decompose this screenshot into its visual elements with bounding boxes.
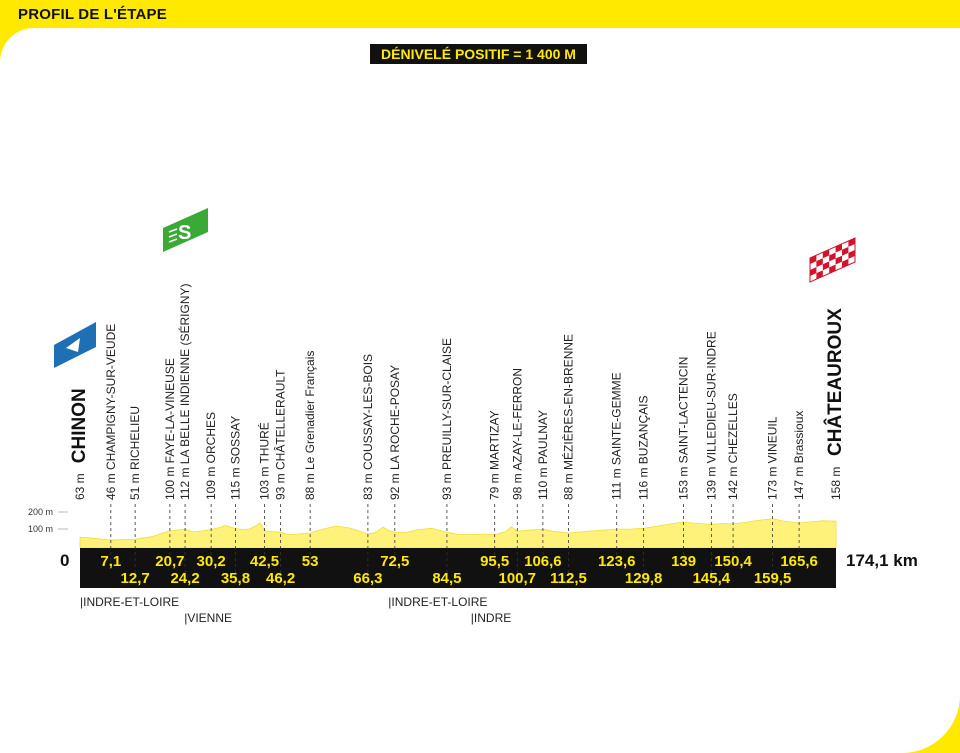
waypoint-label: 116 m BUZANÇAIS bbox=[636, 395, 651, 500]
waypoint-label: 79 m MARTIZAY bbox=[487, 410, 502, 500]
waypoint-label: 88 m MÉZIÈRES-EN-BRENNE bbox=[561, 333, 576, 500]
km-label: 24,2 bbox=[170, 570, 200, 587]
start-flag-icon bbox=[54, 322, 96, 368]
km-label: 100,7 bbox=[498, 570, 537, 587]
waypoint-label: 83 m COUSSAY-LES-BOIS bbox=[360, 353, 375, 500]
department-label: |INDRE-ET-LOIRE bbox=[388, 595, 488, 609]
waypoint-label: 51 m RICHELIEU bbox=[128, 405, 143, 500]
km-label: 150,4 bbox=[714, 553, 752, 570]
waypoint-label: 63 m bbox=[73, 473, 87, 500]
elevation-axis-label: 200 m bbox=[28, 507, 54, 517]
department-label: |INDRE bbox=[470, 611, 512, 625]
km-label: 129,8 bbox=[624, 570, 663, 587]
waypoint-label: 153 m SAINT-LACTENCIN bbox=[676, 356, 691, 500]
waypoint-label: 93 m CHÂTELLERAULT bbox=[273, 369, 288, 500]
profile-area-group bbox=[80, 519, 836, 548]
km-label: 159,5 bbox=[753, 570, 792, 587]
waypoint-label: 100 m FAYE-LA-VINEUSE bbox=[162, 358, 177, 500]
waypoint-label: 103 m THURÉ bbox=[257, 422, 272, 500]
km-label: 123,6 bbox=[597, 553, 636, 570]
km-label: 46,2 bbox=[266, 570, 296, 587]
finish-flag-icon bbox=[810, 238, 855, 282]
waypoint-label: 158 m bbox=[829, 466, 843, 500]
km-label: 20,7 bbox=[155, 553, 185, 570]
km-label: 112,5 bbox=[550, 570, 587, 587]
waypoint-label: 92 m LA ROCHE-POSAY bbox=[387, 364, 402, 500]
waypoint-label: 115 m SOSSAY bbox=[228, 415, 243, 500]
km-label: 53 bbox=[301, 553, 319, 570]
waypoint-label: 139 m VILLEDIEU-SUR-INDRE bbox=[704, 331, 719, 500]
waypoint-label: 111 m SAINTE-GEMME bbox=[609, 372, 624, 500]
waypoint-label: 88 m Le Grenadier Français bbox=[303, 350, 318, 500]
waypoint-label: 112 m LA BELLE INDIENNE (SÉRIGNY) bbox=[178, 283, 193, 500]
end-km-label: 174,1 km bbox=[846, 551, 918, 570]
km-label: 42,5 bbox=[249, 553, 280, 570]
waypoint-labels-group bbox=[69, 283, 846, 500]
waypoint-label: 142 m CHEZELLES bbox=[726, 393, 741, 500]
km-label: 145,4 bbox=[692, 570, 731, 587]
km-label: 7,1 bbox=[100, 553, 122, 570]
waypoint-label: 147 m Brassioux bbox=[792, 410, 807, 500]
page-title: PROFIL DE L'ÉTAPE bbox=[18, 6, 167, 23]
department-label: |VIENNE bbox=[184, 611, 233, 625]
km-label: 139 bbox=[671, 553, 697, 570]
start-km-label: 0 bbox=[60, 551, 70, 570]
waypoint-label: 110 m PAULNAY bbox=[535, 409, 550, 500]
km-label: 30,2 bbox=[196, 553, 226, 570]
waypoint-label: 173 m VINEUIL bbox=[765, 416, 780, 500]
km-label: 106,6 bbox=[524, 553, 562, 570]
elevation-profile-area bbox=[80, 519, 836, 548]
waypoint-label: 98 m AZAY-LE-FERRON bbox=[510, 367, 525, 500]
intermediate-sprint-icon bbox=[163, 208, 208, 252]
department-label: |INDRE-ET-LOIRE bbox=[80, 595, 180, 609]
km-label: 12,7 bbox=[120, 570, 150, 587]
km-label: 165,6 bbox=[780, 553, 818, 570]
km-label: 84,5 bbox=[432, 570, 462, 587]
km-label: 35,8 bbox=[220, 570, 251, 587]
elevation-gain-badge: DÉNIVELÉ POSITIF = 1 400 M bbox=[370, 44, 587, 64]
km-label: 95,5 bbox=[480, 553, 510, 570]
waypoint-label: 109 m ORCHES bbox=[204, 411, 219, 500]
elevation-axis-label: 100 m bbox=[28, 524, 54, 534]
km-label: 72,5 bbox=[380, 553, 410, 570]
town-name: CHÂTEAUROUX bbox=[825, 308, 846, 456]
waypoint-label: 46 m CHAMPIGNY-SUR-VEUDE bbox=[103, 323, 118, 500]
town-name: CHINON bbox=[69, 388, 90, 464]
elevation-axis-group bbox=[28, 507, 68, 534]
svg-text:S: S bbox=[178, 222, 192, 244]
km-label: 66,3 bbox=[353, 570, 383, 587]
departments-group bbox=[80, 595, 511, 625]
waypoint-label: 93 m PREUILLY-SUR-CLAISE bbox=[439, 337, 454, 500]
